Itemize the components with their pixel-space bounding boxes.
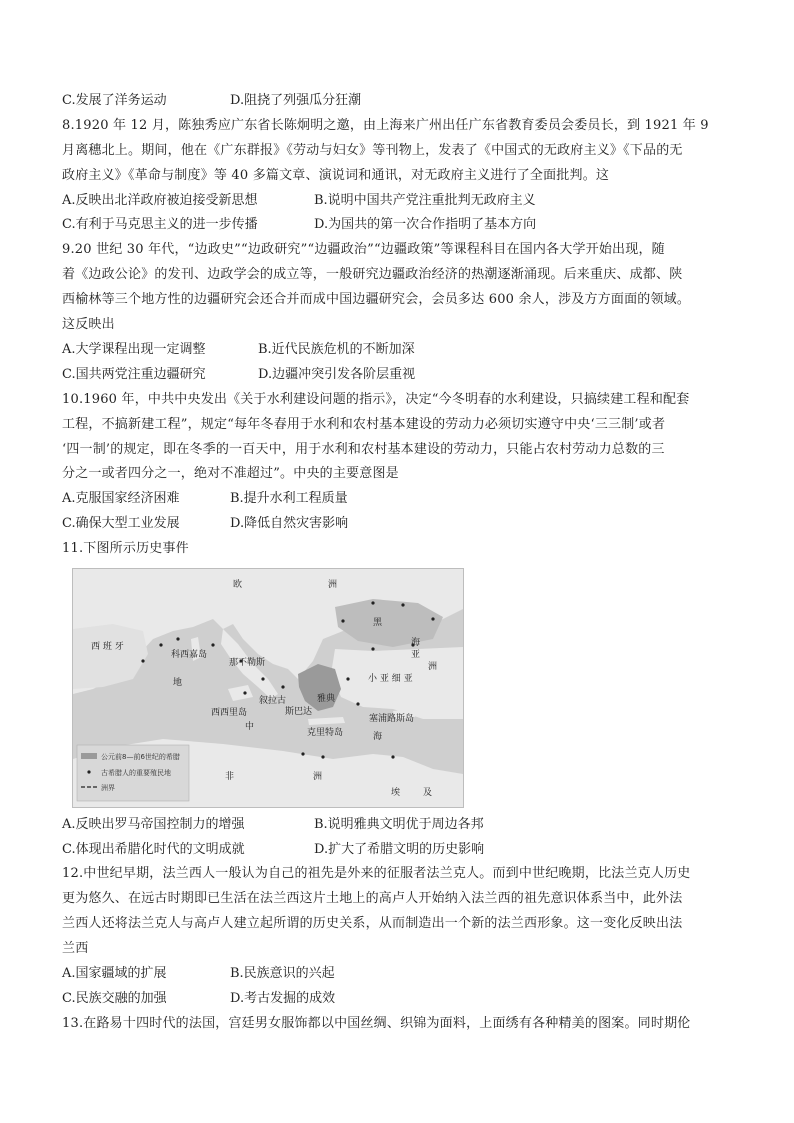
legend-swatch-greece: [81, 753, 97, 759]
q12-stem-line-2: 更为悠久、在远古时期即已生活在法兰西这片土地上的高卢人开始纳入法兰西的祖先意识体系当中，此外法: [62, 891, 683, 906]
q10-option-a[interactable]: A.克服国家经济困难: [62, 491, 180, 506]
q13-stem-line-1: 13.在路易十四时代的法国，宫廷男女服饰都以中国丝绸、织锦为面料，上面绣有各种精美的图案。同时期伦: [62, 1016, 691, 1031]
q12-option-a[interactable]: A.国家疆域的扩展: [62, 966, 167, 981]
map-label-sicily: 西西里岛: [211, 708, 248, 718]
map-label-sea-1: 地: [173, 678, 183, 688]
q12-option-c[interactable]: C.民族交融的加强: [62, 991, 167, 1006]
q9-option-d[interactable]: D.边疆冲突引发各阶层重视: [258, 367, 416, 382]
map-label-egypt-2: 及: [423, 788, 433, 798]
map-svg: [73, 569, 463, 807]
q12-stem-line-4: 兰西: [62, 941, 89, 956]
q12-option-d[interactable]: D.考古发掘的成效: [230, 991, 336, 1006]
q11-option-d[interactable]: D.扩大了希腊文明的历史影响: [314, 842, 485, 857]
map-label-crete: 克里特岛: [307, 728, 344, 738]
q7-option-c[interactable]: C.发展了洋务运动: [62, 93, 167, 108]
map-label-egypt-1: 埃: [391, 788, 401, 798]
q9-stem-line-2: 着《边政公论》的发刊、边政学会的成立等，一般研究边疆政治经济的热潮逐渐涌现。后来重庆、成都、陕: [62, 267, 683, 282]
q9-stem-line-3: 西榆林等三个地方性的边疆研究会还合并而成中国边疆研究会，会员多达 600 余人，涉及方方面面的领域。: [62, 292, 691, 307]
map-label-black-sea-2: 海: [411, 638, 421, 648]
map-label-europe-1: 欧: [233, 580, 243, 590]
spain-land: [73, 624, 148, 689]
map-label-africa-1: 非: [225, 772, 235, 782]
q8-option-b[interactable]: B.说明中国共产党注重批判无政府主义: [314, 193, 536, 208]
q8-stem-line-1: 8.1920 年 12 月，陈独秀应广东省长陈炯明之邀，由上海来广州出任广东省教育委员会委员长，到 1921 年 9: [62, 118, 709, 133]
q11-option-a[interactable]: A.反映出罗马帝国控制力的增强: [62, 817, 245, 832]
q12-option-b[interactable]: B.民族意识的兴起: [230, 966, 335, 981]
map-label-asia-1: 亚: [411, 650, 421, 660]
q10-option-b[interactable]: B.提升水利工程质量: [230, 491, 348, 506]
q9-option-a[interactable]: A.大学课程出现一定调整: [62, 342, 206, 357]
map-label-corsica: 科西嘉岛: [171, 650, 208, 660]
legend-swatch-colony: [87, 770, 90, 773]
map-label-syracuse: 叙拉古: [259, 696, 287, 706]
q8-stem-line-3: 政府主义》《革命与制度》等 40 多篇文章、演说词和通讯，对无政府主义进行了全面批判。这: [62, 168, 610, 183]
legend-colony: 古希腊人的重要殖民地: [101, 769, 171, 777]
map-label-sparta: 斯巴达: [285, 707, 313, 717]
map-label-spain: 西 班 牙: [91, 642, 124, 652]
sicily-land: [228, 685, 253, 701]
map-label-athens: 雅典: [317, 694, 336, 704]
crete-land: [308, 717, 345, 725]
q10-stem-line-4: 分之一或者四分之一，绝对不准超过”。中央的主要意图是: [62, 466, 399, 481]
q8-stem-line-2: 月离穗北上。期间，他在《广东群报》《劳动与妇女》等刊物上，发表了《中国式的无政府主义》《下品的无: [62, 143, 683, 158]
q11-stem: 11.下图所示历史事件: [62, 541, 189, 556]
q8-option-c[interactable]: C.有利于马克思主义的进一步传播: [62, 217, 258, 232]
q7-option-d[interactable]: D.阻挠了列强瓜分狂潮: [230, 93, 362, 108]
q12-stem-line-1: 12.中世纪早期，法兰西人一般认为自己的祖先是外来的征服者法兰克人。而到中世纪晚期，比法兰克人历史: [62, 866, 691, 881]
q10-option-d[interactable]: D.降低自然灾害影响: [230, 516, 349, 531]
q9-stem-line-4: 这反映出: [62, 317, 115, 332]
map-label-sea-2: 中: [245, 722, 255, 732]
map-label-black-sea-1: 黑: [373, 618, 383, 628]
q11-option-b[interactable]: B.说明雅典文明优于周边各邦: [314, 817, 484, 832]
legend-greece: 公元前8—前6世纪的希腊: [101, 753, 180, 761]
q10-stem-line-1: 10.1960 年，中共中央发出《关于水利建设问题的指示》，决定“今冬明春的水利建设，只搞续建工程和配套: [62, 392, 690, 407]
q8-option-d[interactable]: D.为国共的第一次合作指明了基本方向: [314, 217, 537, 232]
map-label-sea-3: 海: [373, 732, 383, 742]
map-label-asia-2: 洲: [428, 662, 438, 672]
q9-option-b[interactable]: B.近代民族危机的不断加深: [258, 342, 415, 357]
map-label-cyprus: 塞浦路斯岛: [369, 714, 415, 724]
map-label-africa-2: 洲: [313, 772, 323, 782]
map-label-naples: 那不勒斯: [229, 658, 266, 668]
map-label-asia-minor: 小 亚 细 亚: [368, 674, 413, 684]
legend-border: 洲界: [101, 784, 115, 792]
map-label-europe-2: 洲: [328, 580, 338, 590]
q9-stem-line-1: 9.20 世纪 30 年代，“边政史”“边政研究”“边疆政治”“边疆政策”等课程科目在国内各大学开始出现，随: [62, 242, 665, 257]
q11-option-c[interactable]: C.体现出希腊化时代的文明成就: [62, 842, 245, 857]
q10-stem-line-3: ‘四一制’的规定，即在冬季的一百天中，用于水利和农村基本建设的劳动力，只能占农村劳动力总数的三: [62, 442, 665, 457]
ancient-greece-colonies-map: [72, 568, 464, 808]
q10-stem-line-2: 工程，不搞新建工程”，规定“每年冬春用于水利和农村基本建设的劳动力必须切实遵守中央‘三三制’或者: [62, 417, 666, 432]
q9-option-c[interactable]: C.国共两党注重边疆研究: [62, 367, 206, 382]
q12-stem-line-3: 兰西人还将法兰克人与高卢人建立起所谓的历史关系，从而制造出一个新的法兰西形象。这一变化反映出法: [62, 916, 683, 931]
q8-option-a[interactable]: A.反映出北洋政府被迫接受新思想: [62, 193, 258, 208]
q10-option-c[interactable]: C.确保大型工业发展: [62, 516, 180, 531]
